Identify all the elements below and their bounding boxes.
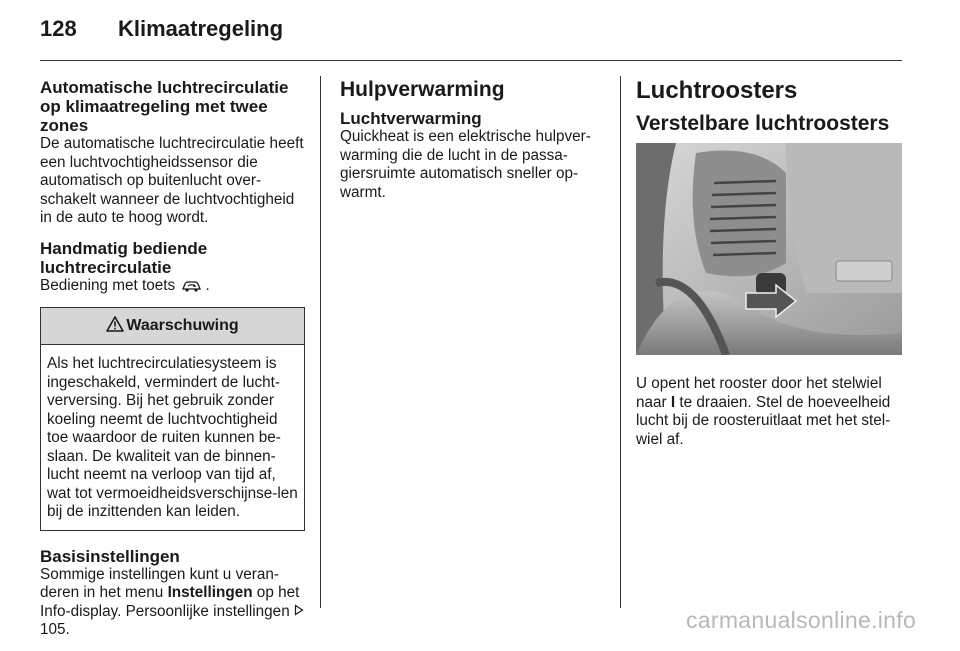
position-roman-numeral: I: [670, 393, 676, 411]
air-vents-text: [636, 375, 902, 449]
air-vents-body-pre: U opent het rooster door het stelwiel naar: [636, 375, 882, 411]
recirculation-car-icon: [181, 279, 203, 299]
air-heating-text: Quickheat is een elektrische hulpver-warming die de lucht in de passa-giersruimte automatisch sneller op-warmt.: [340, 128, 591, 201]
manual-recirc-text: [40, 277, 305, 299]
auto-recirc-text: De automatische luchtrecirculatie heeft een luchtvochtigheidssensor die automatisch op buitenlucht over-schakelt wanneer de luchtvochtigheid in de auto te hoog wordt.: [40, 135, 304, 226]
column-divider: [620, 76, 621, 608]
manual-recirc-body-end: .: [205, 276, 210, 294]
manual-recirc-heading: [40, 239, 305, 277]
warning-box: [40, 307, 305, 531]
basic-settings-text: [40, 566, 305, 640]
column-right: [636, 78, 902, 460]
header-divider: [40, 60, 902, 61]
page-title: Klimaatregeling: [118, 16, 284, 41]
basic-settings-heading: Basisinstellingen: [40, 546, 180, 566]
air-vents-body-post: te draaien. Stel de hoeveelheid lucht bij de roosteruitlaat met het stel-wiel af.: [636, 393, 891, 448]
warning-header: [41, 308, 304, 345]
adjustable-vents-heading: Verstelbare luchtroosters: [636, 112, 890, 135]
auto-recirc-heading: Automatische luchtrecirculatie op klimaatregeling met twee zones: [40, 78, 289, 135]
warning-text: Als het luchtrecirculatiesysteem is ingeschakeld, vermindert de lucht-verversing. Bij het gebruik zonder koeling neemt de luchtvochtigheid toe waardoor de ruiten kunnen be-slaan. De kwaliteit van de binnen-lucht neemt na verloop van tijd af, wat tot vermoeidheidsverschijnse-len bij de inzittenden kan leiden.: [47, 355, 298, 520]
air-vents-heading: Luchtroosters: [636, 77, 798, 104]
air-heating-heading: Luchtverwarming: [340, 109, 482, 128]
manual-recirc-body: Bediening met toets: [40, 276, 176, 294]
air-vent-photo: [636, 143, 902, 355]
warning-triangle-icon: [106, 316, 126, 337]
page-header: [40, 16, 283, 42]
reference-arrow-icon: [294, 603, 304, 620]
column-left: [40, 78, 305, 651]
basic-settings-body-pre: Sommige instellingen kunt u veran-deren in het menu: [40, 565, 279, 601]
watermark: carmanualsonline.info: [686, 607, 917, 633]
page-number: 128: [40, 16, 77, 41]
warning-title: Waarschuwing: [126, 317, 239, 334]
column-middle: [340, 78, 602, 213]
manual-recirc-heading-line2: luchtrecirculatie: [40, 257, 172, 277]
basic-settings-body-post: op het Info-display. Persoonlijke instellingen: [40, 584, 300, 620]
manual-recirc-heading-line1: Handmatig bediende: [40, 238, 208, 258]
auxiliary-heating-heading: Hulpverwarming: [340, 78, 505, 101]
settings-menu-name: Instellingen: [167, 584, 253, 601]
page-reference[interactable]: 105.: [40, 621, 70, 638]
column-divider: [320, 76, 321, 608]
